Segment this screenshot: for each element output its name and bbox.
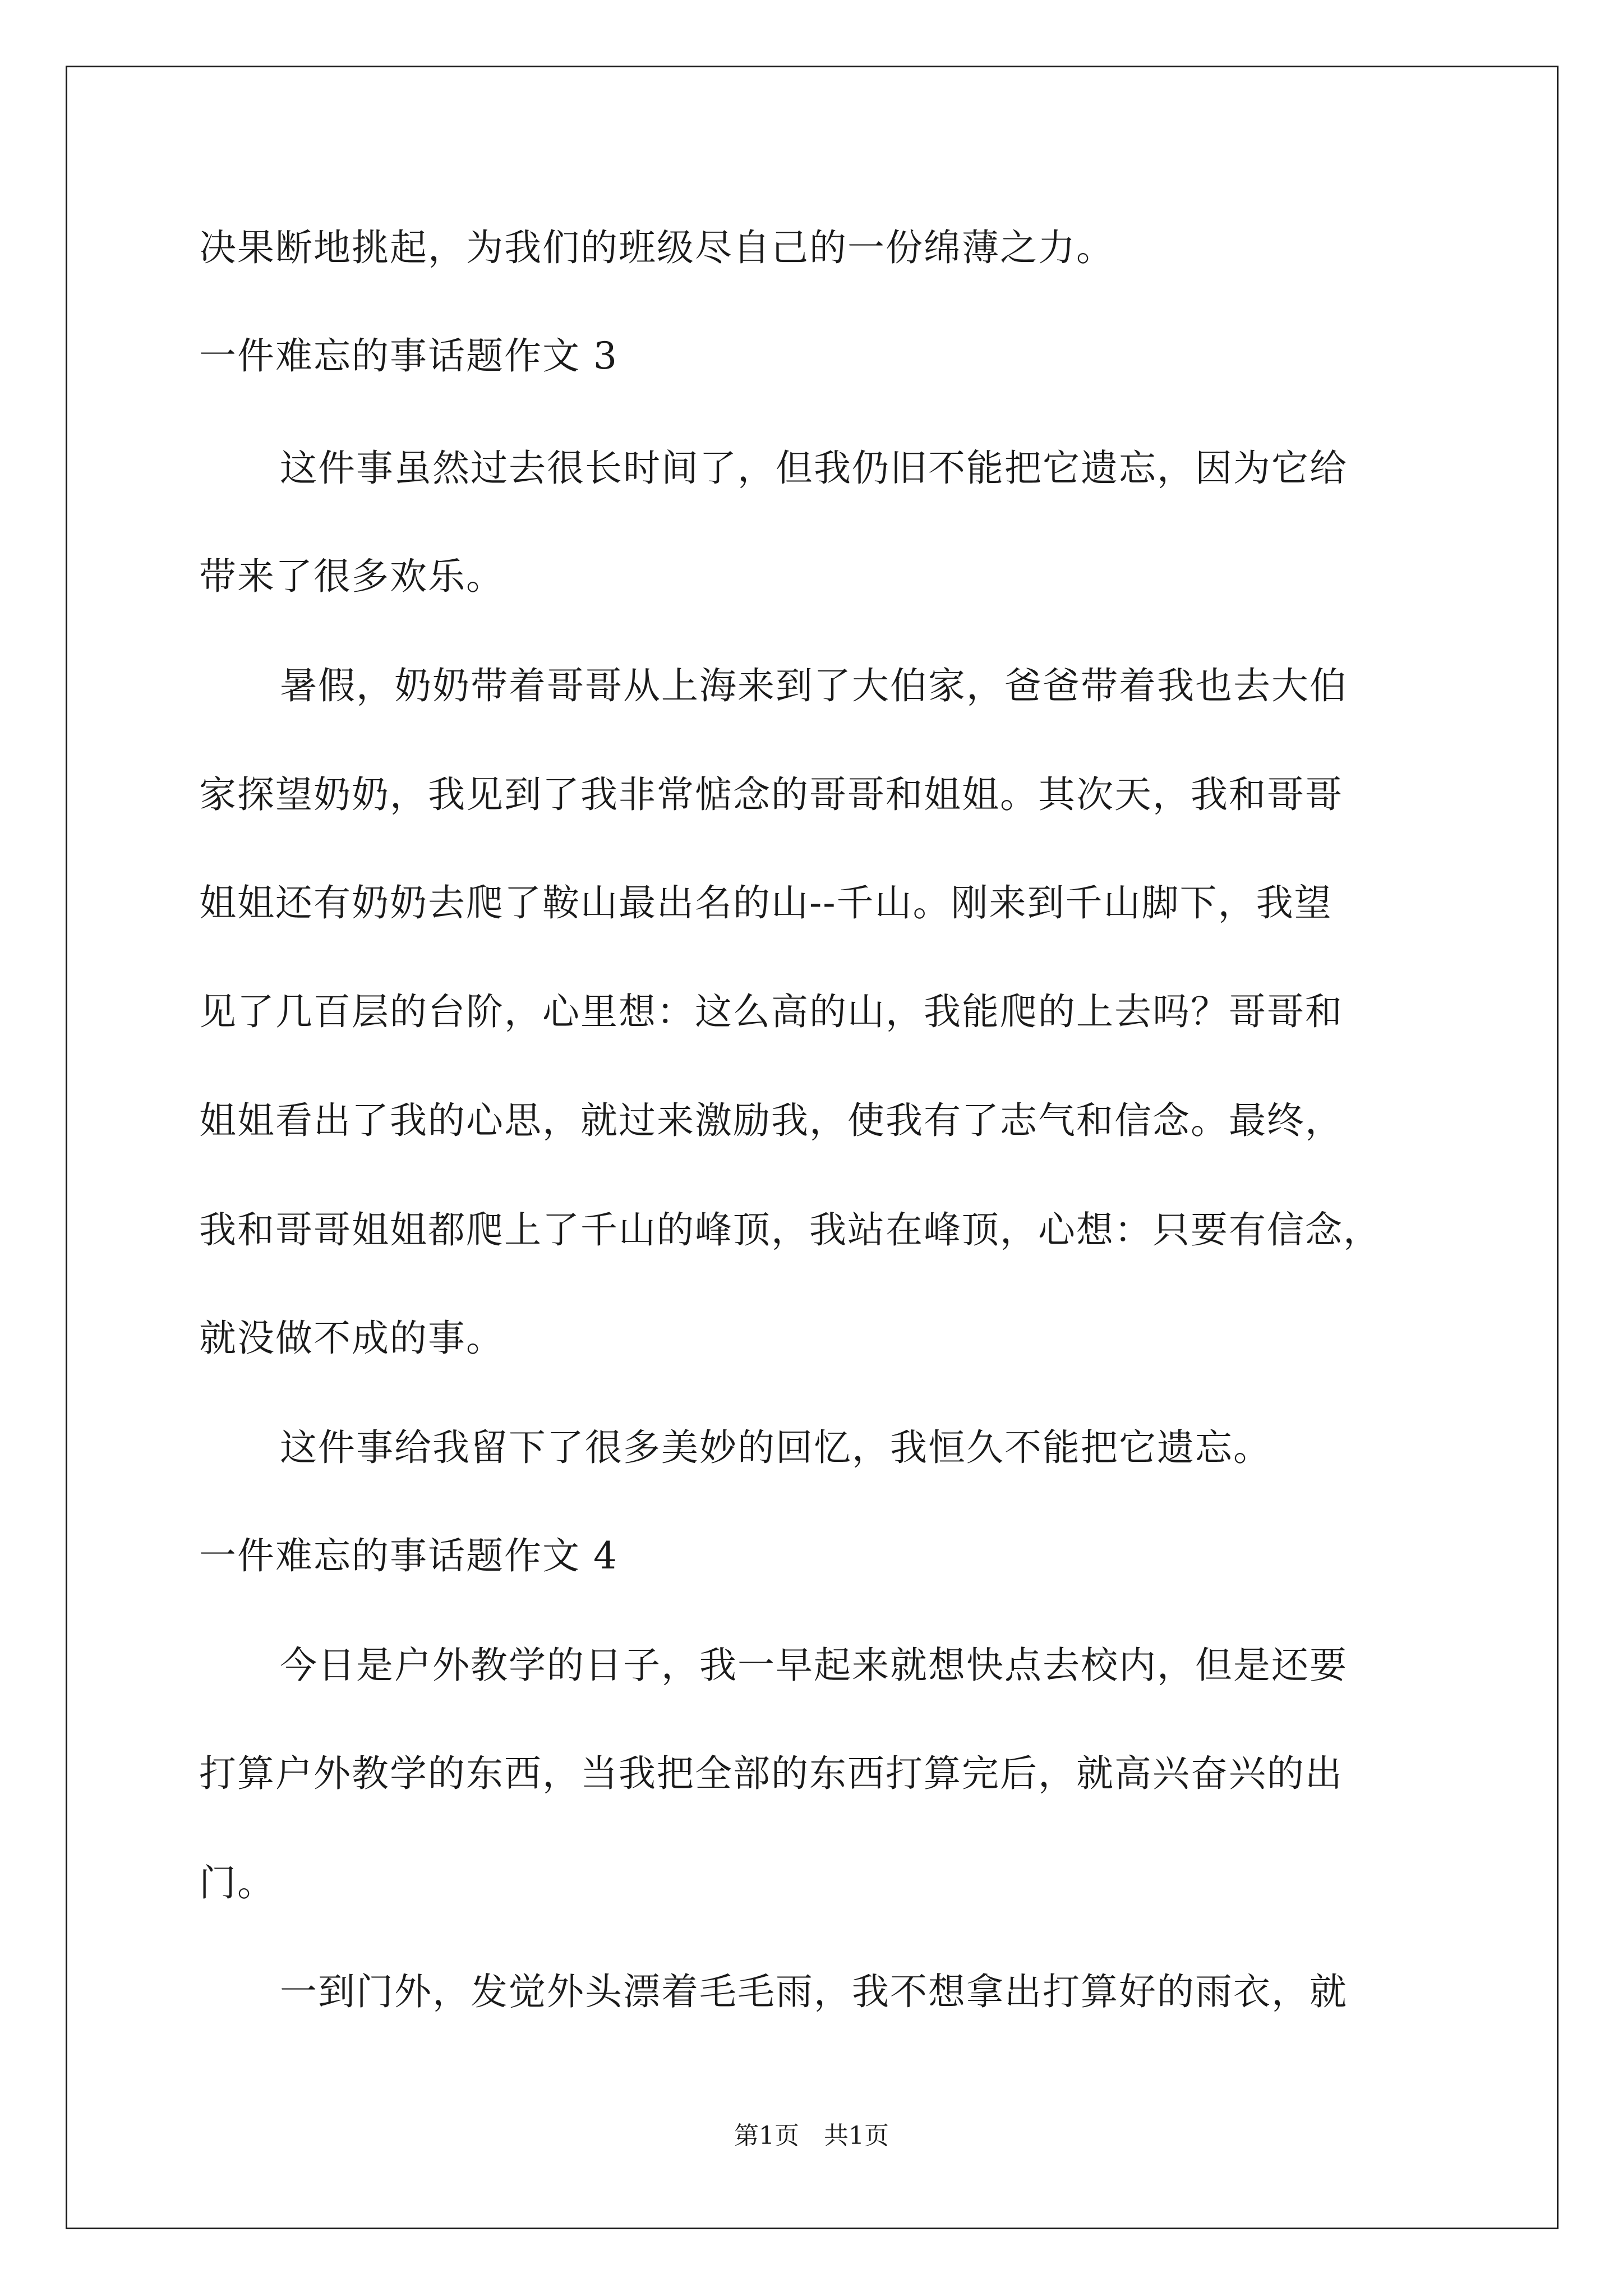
text-line: 这件事虽然过去很长时间了，但我仍旧不能把它遗忘，因为它给 (280, 447, 1348, 490)
text-line: 今日是户外教学的日子，我一早起来就想快点去校内，但是还要 (280, 1644, 1348, 1687)
text-line: 带来了很多欢乐。 (199, 555, 504, 598)
text-line: 我和哥哥姐姐都爬上了千山的峰顶，我站在峰顶，心想：只要有信念， (199, 1208, 1381, 1251)
text-line: 暑假，奶奶带着哥哥从上海来到了大伯家，爸爸带着我也去大伯 (280, 664, 1348, 707)
text-line: 见了几百层的台阶，心里想：这么高的山，我能爬的上去吗？哥哥和 (199, 990, 1343, 1033)
section-heading: 一件难忘的事话题作文 4 (199, 1534, 618, 1577)
text-line: 家探望奶奶，我见到了我非常惦念的哥哥和姐姐。其次天，我和哥哥 (199, 773, 1343, 816)
text-line: 这件事给我留下了很多美妙的回忆，我恒久不能把它遗忘。 (280, 1426, 1271, 1469)
text-line: 姐姐看出了我的心思，就过来激励我，使我有了志气和信念。最终， (199, 1099, 1343, 1142)
text-line: 门。 (199, 1861, 275, 1904)
text-line: 就没做不成的事。 (199, 1317, 504, 1360)
page-footer: 第1页 共1页 (734, 2122, 889, 2150)
section-heading: 一件难忘的事话题作文 3 (199, 334, 618, 378)
text-line: 打算户外教学的东西，当我把全部的东西打算完后，就高兴奋兴的出 (199, 1752, 1343, 1795)
page-border (66, 66, 1559, 2229)
text-line: 一到门外，发觉外头漂着毛毛雨，我不想拿出打算好的雨衣，就 (280, 1970, 1348, 2013)
text-line: 姐姐还有奶奶去爬了鞍山最出名的山--千山。刚来到千山脚下，我望 (199, 881, 1332, 924)
text-line: 决果断地挑起，为我们的班级尽自己的一份绵薄之力。 (199, 226, 1114, 269)
